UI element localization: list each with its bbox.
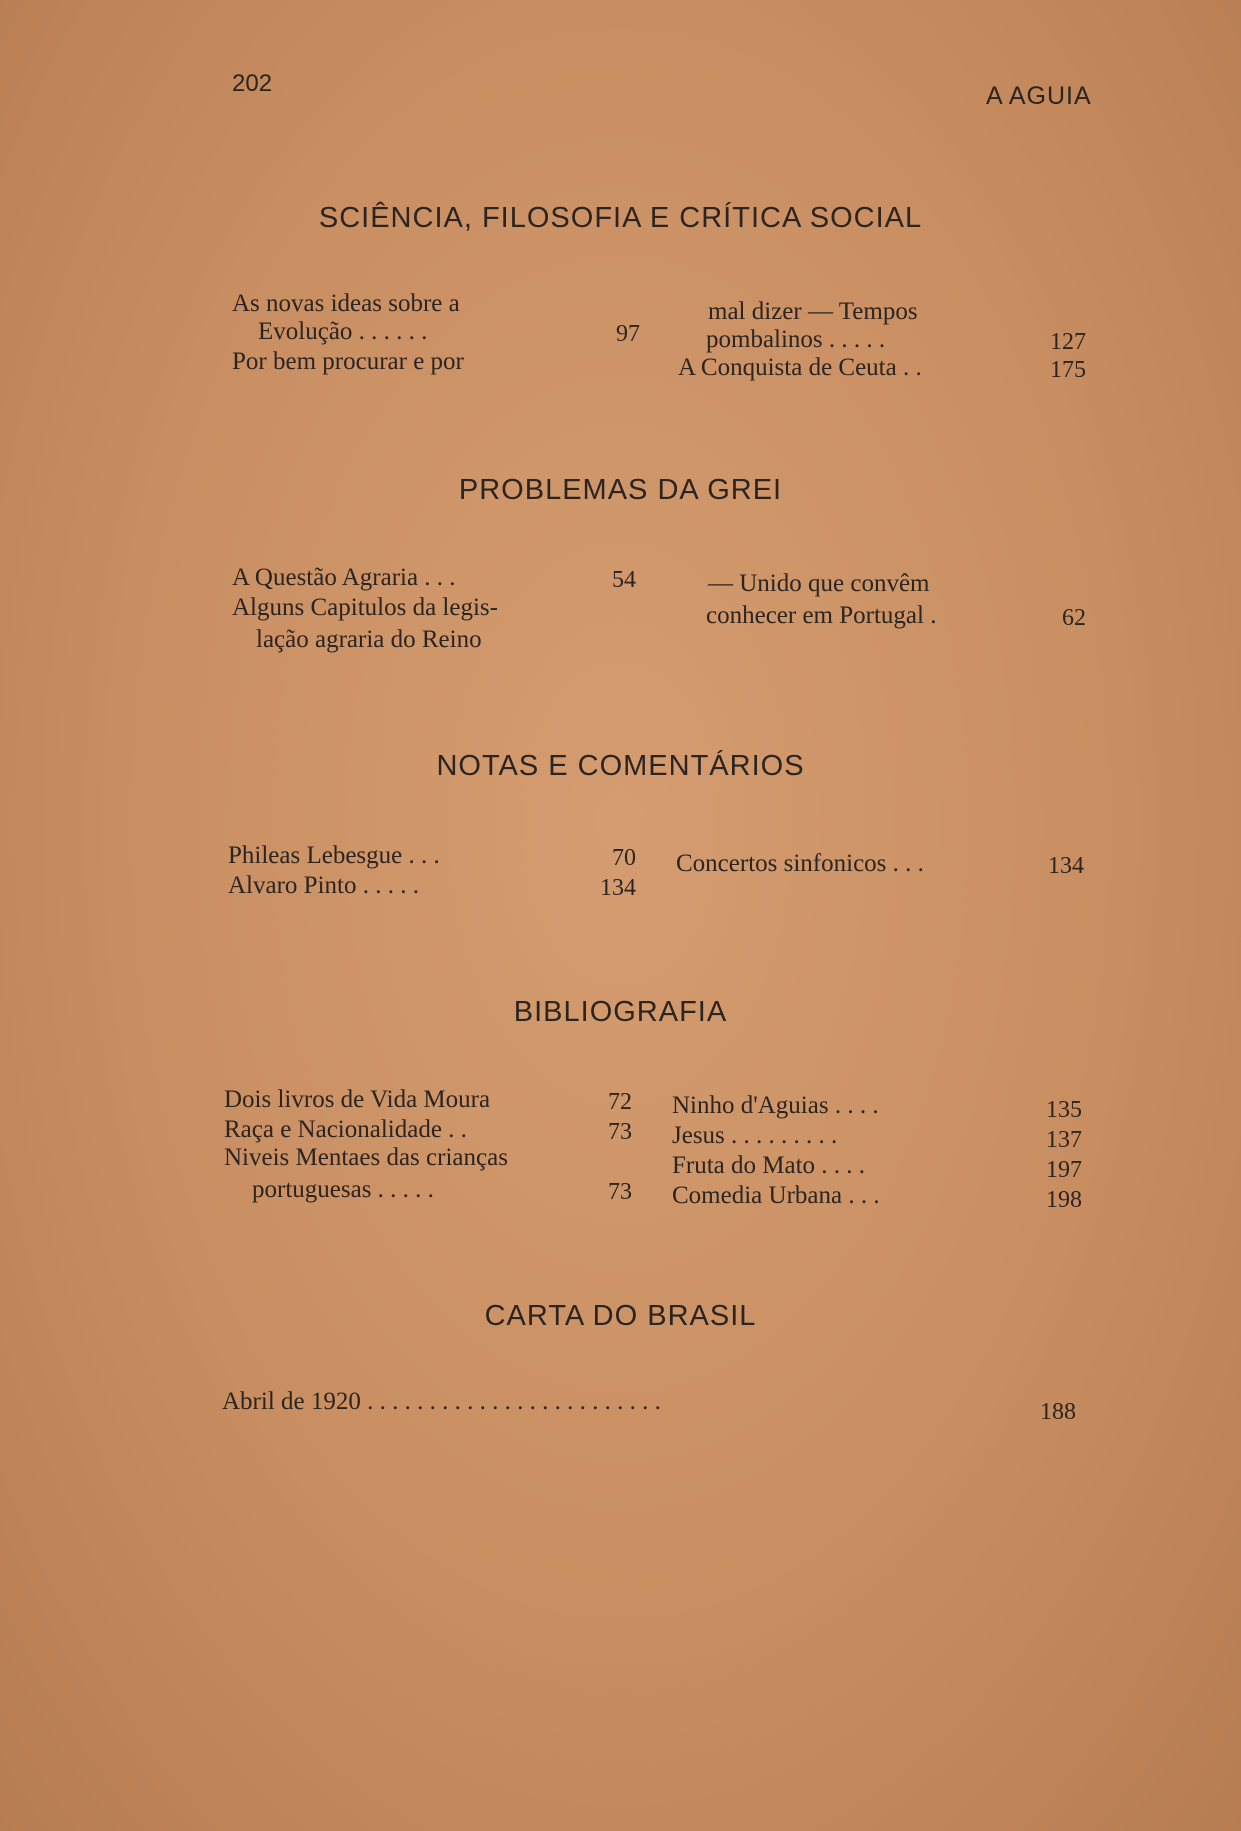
section-title-carta: CARTA DO BRASIL xyxy=(484,1300,757,1332)
toc-entry-line: As novas ideas sobre a xyxy=(232,290,460,317)
toc-entry-line: — Unido que convêm xyxy=(708,570,930,597)
toc-page-number: 175 xyxy=(1050,357,1086,383)
toc-page-number: 97 xyxy=(616,321,640,347)
section-title-sciencia: SCIÊNCIA, FILOSOFIA E CRÍTICA SOCIAL xyxy=(318,202,923,234)
toc-entry-line: Por bem procurar e por xyxy=(232,348,464,375)
toc-entry-line: Dois livros de Vida Moura xyxy=(224,1086,491,1113)
toc-entry-line: conhecer em Portugal . xyxy=(706,602,937,629)
toc-page-number: 73 xyxy=(608,1119,632,1145)
toc-entry-line: Comedia Urbana . . . xyxy=(672,1182,880,1209)
toc-page-number: 197 xyxy=(1046,1157,1082,1183)
toc-entry-line: Evolução . . . . . . xyxy=(258,318,428,345)
toc-entry-line: pombalinos . . . . . xyxy=(706,326,886,353)
toc-entry-line: Phileas Lebesgue . . . xyxy=(228,842,440,869)
toc-entry-line: Alvaro Pinto . . . . . xyxy=(228,872,419,899)
toc-entry-line: Raça e Nacionalidade . . xyxy=(224,1116,467,1143)
section-title-bibliografia: BIBLIOGRAFIA xyxy=(513,996,728,1028)
toc-entry-line: lação agraria do Reino xyxy=(256,626,482,653)
toc-page-number: 73 xyxy=(608,1179,632,1205)
toc-entry-line: mal dizer — Tempos xyxy=(708,298,918,325)
toc-page-number: 72 xyxy=(608,1089,632,1115)
toc-entry-line: A Conquista de Ceuta . . xyxy=(678,354,922,381)
toc-page-number: 127 xyxy=(1050,329,1086,355)
toc-entry-line: Alguns Capitulos da legis- xyxy=(232,594,498,621)
toc-entry-line: portuguesas . . . . . xyxy=(252,1176,434,1203)
toc-page-number: 134 xyxy=(1048,853,1084,879)
toc-entry-line: Niveis Mentaes das crianças xyxy=(224,1144,508,1171)
section-title-notas: NOTAS E COMENTÁRIOS xyxy=(436,750,805,782)
toc-page-number: 188 xyxy=(1040,1399,1076,1425)
toc-page-number: 135 xyxy=(1046,1097,1082,1123)
toc-entry-line: Jesus . . . . . . . . . xyxy=(672,1122,838,1149)
toc-page-number: 54 xyxy=(612,567,636,593)
toc-entry-line: Ninho d'Aguias . . . . xyxy=(672,1092,879,1119)
running-title: A AGUIA xyxy=(986,82,1092,110)
toc-entry-line: Concertos sinfonicos . . . xyxy=(676,850,924,877)
toc-page-number: 70 xyxy=(612,845,636,871)
section-title-problemas: PROBLEMAS DA GREI xyxy=(458,474,783,506)
toc-page-number: 198 xyxy=(1046,1187,1082,1213)
toc-page-number: 137 xyxy=(1046,1127,1082,1153)
toc-entry-line: Abril de 1920 . . . . . . . . . . . . . . . . . . . . . . . . xyxy=(222,1388,661,1415)
page-number: 202 xyxy=(232,70,273,97)
toc-entry-line: Fruta do Mato . . . . xyxy=(672,1152,866,1179)
toc-page-number: 62 xyxy=(1062,605,1086,631)
toc-entry-line: A Questão Agraria . . . xyxy=(232,564,456,591)
toc-page-number: 134 xyxy=(600,875,636,901)
